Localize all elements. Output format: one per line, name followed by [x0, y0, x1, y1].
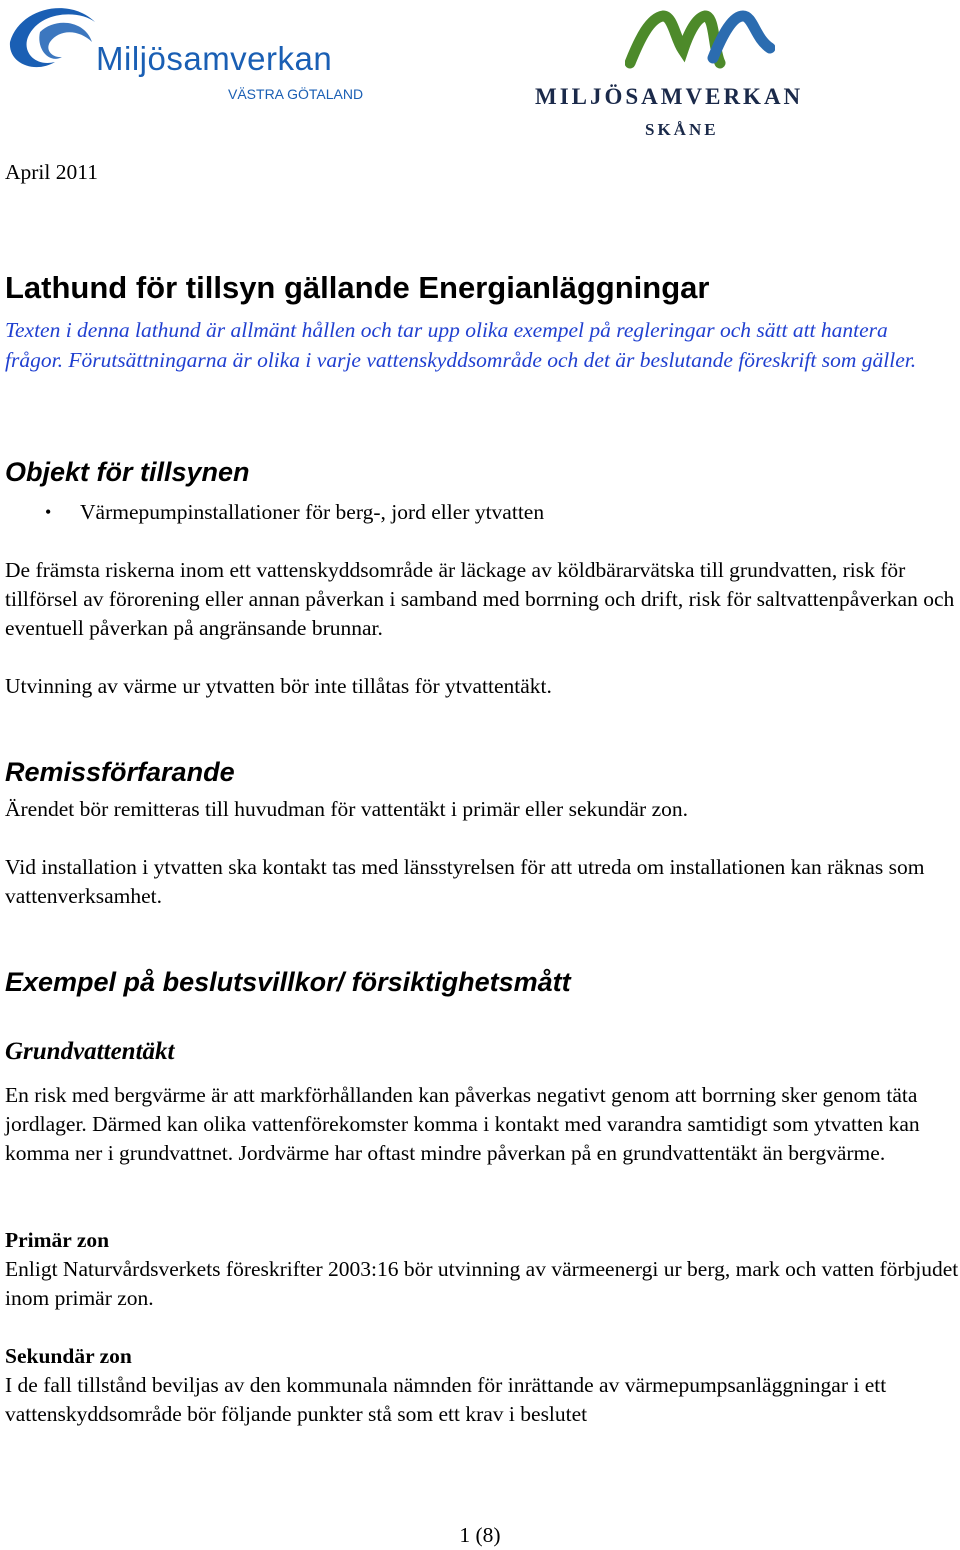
logo-left-region: VÄSTRA GÖTALAND	[228, 86, 364, 102]
bullet-dot-icon: •	[45, 502, 52, 522]
primar-zon-heading: Primär zon	[5, 1228, 110, 1252]
heading-exempel-beslutsvillkor: Exempel på beslutsvillkor/ försiktighetsmått	[5, 967, 571, 997]
logo-miljosamverkan-skane	[530, 8, 850, 143]
subheading-grundvattentakt: Grundvattentäkt	[5, 1038, 175, 1065]
logo-right-name: MILJÖSAMVERKAN	[535, 84, 804, 109]
document-date: April 2011	[5, 160, 98, 184]
logo-left-name: Miljösamverkan	[96, 40, 333, 77]
logo-right-region: SKÅNE	[645, 120, 719, 139]
heading-objekt-for-tillsynen: Objekt för tillsynen	[5, 457, 250, 487]
primar-zon-text: Enligt Naturvårdsverkets föreskrifter 2003:16 bör utvinning av värmeenergi ur berg, mark och vatten förbjudet inom primär zon.	[5, 1257, 959, 1310]
document-title: Lathund för tillsyn gällande Energianläggningar	[5, 270, 710, 305]
bullet-item: Värmepumpinstallationer för berg-, jord eller ytvatten	[80, 500, 545, 524]
objekt-para-ytvatten: Utvinning av värme ur ytvatten bör inte tillåtas för ytvattentäkt.	[5, 674, 552, 698]
objekt-para-risks: De främsta riskerna inom ett vattenskyddsområde är läckage av köldbärarvätska till grundvatten, risk för tillförsel av förorening eller annan påverkan i samband med borrning och drift, risk för saltvattenpåverkan och eventuell påverkan på angränsande brunnar.	[5, 558, 955, 640]
page-number: 1 (8)	[459, 1523, 501, 1547]
remiss-para-lansstyrelsen: Vid installation i ytvatten ska kontakt tas med länsstyrelsen för att utreda om installationen kan räknas som vattenverksamhet.	[5, 855, 925, 908]
wave-m-logo-icon	[625, 8, 775, 70]
intro-text: Texten i denna lathund är allmänt hållen och tar upp olika exempel på regleringar och sätt att hantera frågor. Förutsättningarna är olika i varje vattenskyddsområde och det är beslutande föreskrift som gäller.	[5, 318, 917, 372]
grundvatten-para: En risk med bergvärme är att markförhållanden kan påverkas negativt genom att borrning sker genom täta jordlager. Därmed kan olika vattenförekomster komma i kontakt med varandra samtidigt som ytvatten kan komma ner i grundvattnet. Jordvärme har oftast mindre påverkan på en grundvattentäkt än bergvärme.	[5, 1083, 920, 1165]
sekundar-zon-text: I de fall tillstånd beviljas av den kommunala nämnden för inrättande av värmepumpsanläggningar i ett vattenskyddsområde bör följande punkter stå som ett krav i beslutet	[5, 1373, 887, 1426]
heading-remissforfarande: Remissförfarande	[5, 757, 235, 787]
logo-miljosamverkan-vastra-gotaland	[0, 0, 380, 110]
swirl-logo-icon	[0, 2, 110, 82]
remiss-para-huvudman: Ärendet bör remitteras till huvudman för vattentäkt i primär eller sekundär zon.	[5, 797, 688, 821]
sekundar-zon-heading: Sekundär zon	[5, 1344, 132, 1368]
